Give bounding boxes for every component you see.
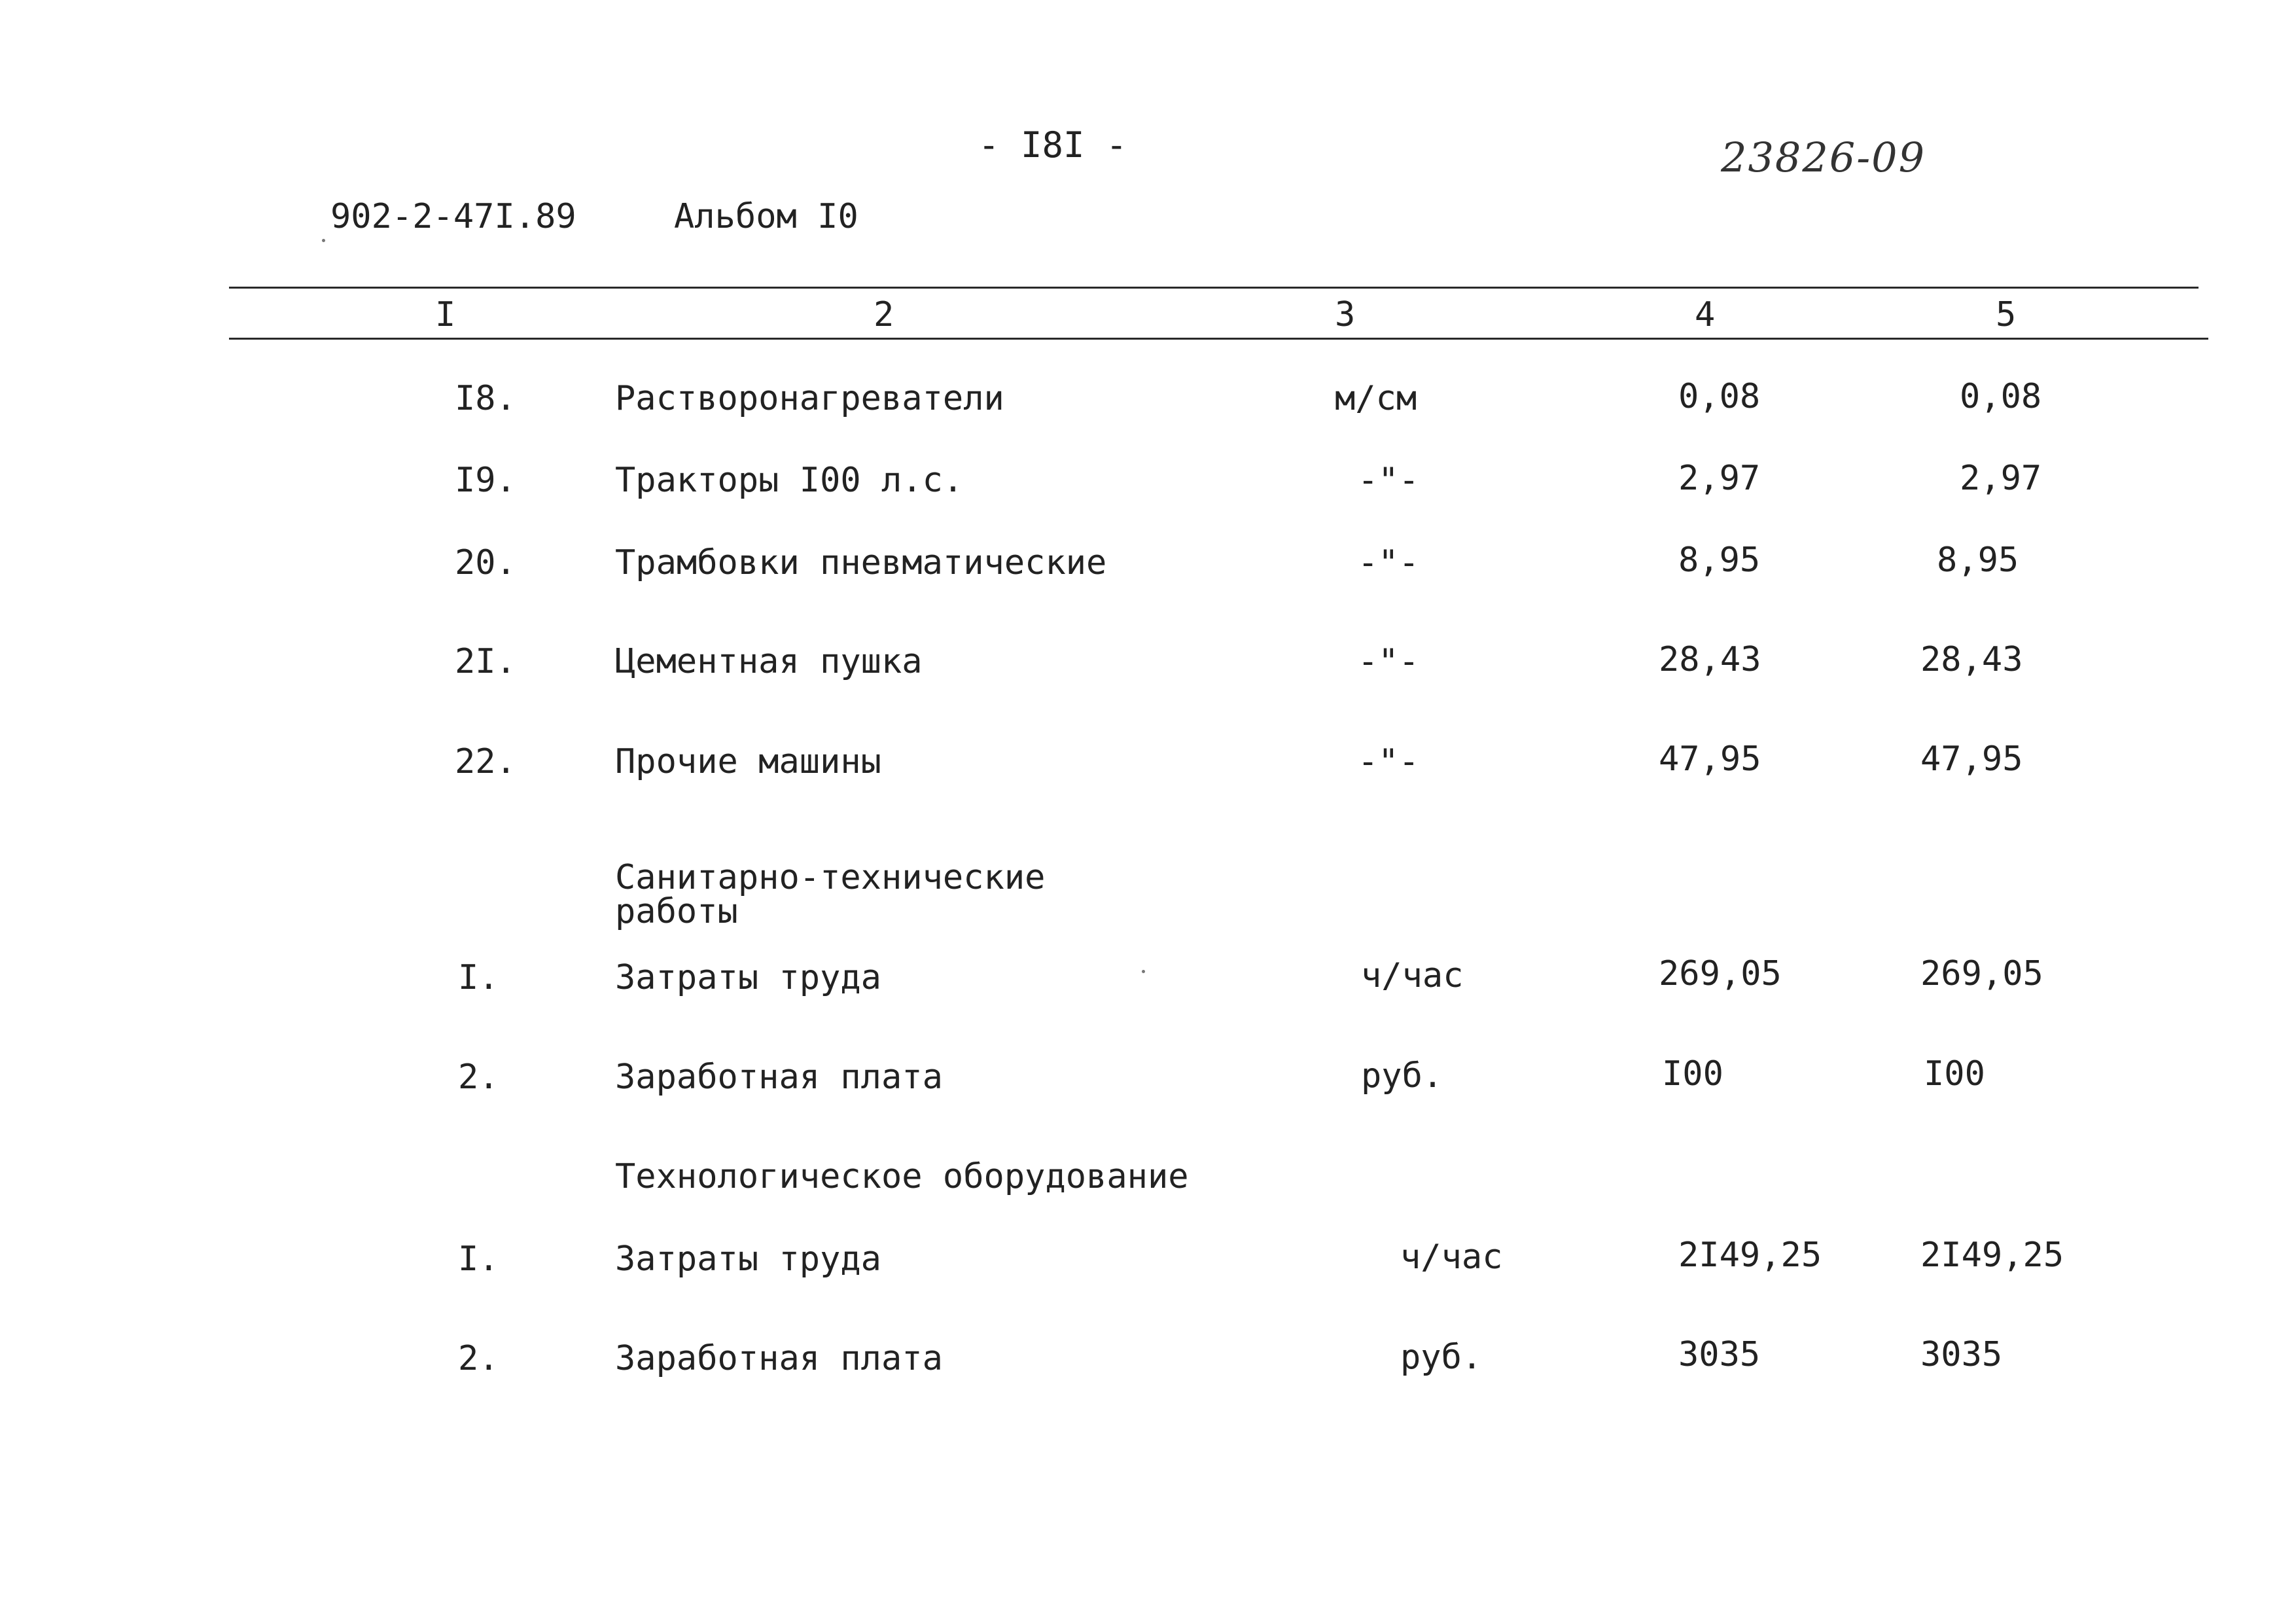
row-unit: м/см: [1335, 379, 1417, 418]
row-value-col5: 47,95: [1920, 740, 2023, 779]
row-value-col5: 28,43: [1920, 640, 2023, 679]
album-label: Альбом I0: [674, 197, 858, 236]
row-number: 2I.: [455, 642, 516, 681]
row-value-col4: I00: [1662, 1054, 1723, 1094]
row-name: Заработная плата: [615, 1339, 943, 1378]
row-value-col5: 269,05: [1920, 954, 2043, 993]
row-value-col4: 47,95: [1659, 740, 1761, 779]
row-name: Тракторы I00 л.с.: [615, 461, 964, 500]
page-number: - I8I -: [978, 124, 1127, 166]
row-unit: -"-: [1358, 642, 1419, 681]
row-number: I9.: [455, 461, 516, 500]
document-code: 902-2-47I.89: [330, 197, 576, 236]
row-value-col5: I00: [1924, 1054, 1985, 1094]
row-value-col4: 0,08: [1678, 377, 1761, 416]
row-name: Прочие машины: [615, 742, 881, 781]
scan-speck: [322, 239, 325, 242]
row-number: 2.: [458, 1058, 499, 1097]
row-name: Затраты труда: [615, 958, 881, 997]
row-value-col4: 3035: [1678, 1335, 1761, 1374]
row-value-col4: 8,95: [1678, 541, 1761, 580]
table-top-rule: [229, 287, 2199, 289]
row-value-col5: 0,08: [1960, 377, 2042, 416]
row-value-col4: 2,97: [1678, 459, 1761, 498]
row-number: I8.: [455, 379, 516, 418]
handwritten-code: 23826-09: [1721, 134, 1926, 181]
row-value-col5: 2I49,25: [1920, 1236, 2064, 1275]
row-value-col4: 269,05: [1659, 954, 1782, 993]
row-unit: -"-: [1358, 543, 1419, 582]
column-header-5: 5: [1996, 295, 2017, 334]
section-title-equipment: Технологическое оборудование: [615, 1157, 1189, 1196]
row-unit: руб.: [1361, 1056, 1443, 1096]
row-value-col5: 8,95: [1937, 541, 2019, 580]
row-number: 20.: [455, 543, 516, 582]
row-name: Затраты труда: [615, 1240, 881, 1279]
row-unit: -"-: [1358, 742, 1419, 781]
row-number: 22.: [455, 742, 516, 781]
row-number: 2.: [458, 1339, 499, 1378]
row-unit: ч/час: [1361, 956, 1464, 995]
row-unit: ч/час: [1400, 1238, 1503, 1277]
row-unit: -"-: [1358, 461, 1419, 500]
row-value-col4: 28,43: [1659, 640, 1761, 679]
row-name: Растворонагреватели: [615, 379, 1004, 418]
row-name: Заработная плата: [615, 1058, 943, 1097]
column-header-1: I: [435, 295, 456, 334]
section-title-sanitary: Санитарно-технические: [615, 858, 1046, 897]
column-header-4: 4: [1695, 295, 1716, 334]
row-number: I.: [458, 1240, 499, 1279]
table-header-rule: [229, 338, 2208, 340]
row-name: Цементная пушка: [615, 642, 923, 681]
column-header-3: 3: [1335, 295, 1356, 334]
section-title-sanitary-line2: работы: [615, 892, 738, 931]
row-number: I.: [458, 958, 499, 997]
row-value-col5: 2,97: [1960, 459, 2042, 498]
scan-speck: [1142, 970, 1145, 973]
row-value-col4: 2I49,25: [1678, 1236, 1822, 1275]
row-value-col5: 3035: [1920, 1335, 2003, 1374]
row-unit: руб.: [1400, 1338, 1483, 1377]
column-header-2: 2: [874, 295, 894, 334]
row-name: Трамбовки пневматические: [615, 543, 1107, 582]
